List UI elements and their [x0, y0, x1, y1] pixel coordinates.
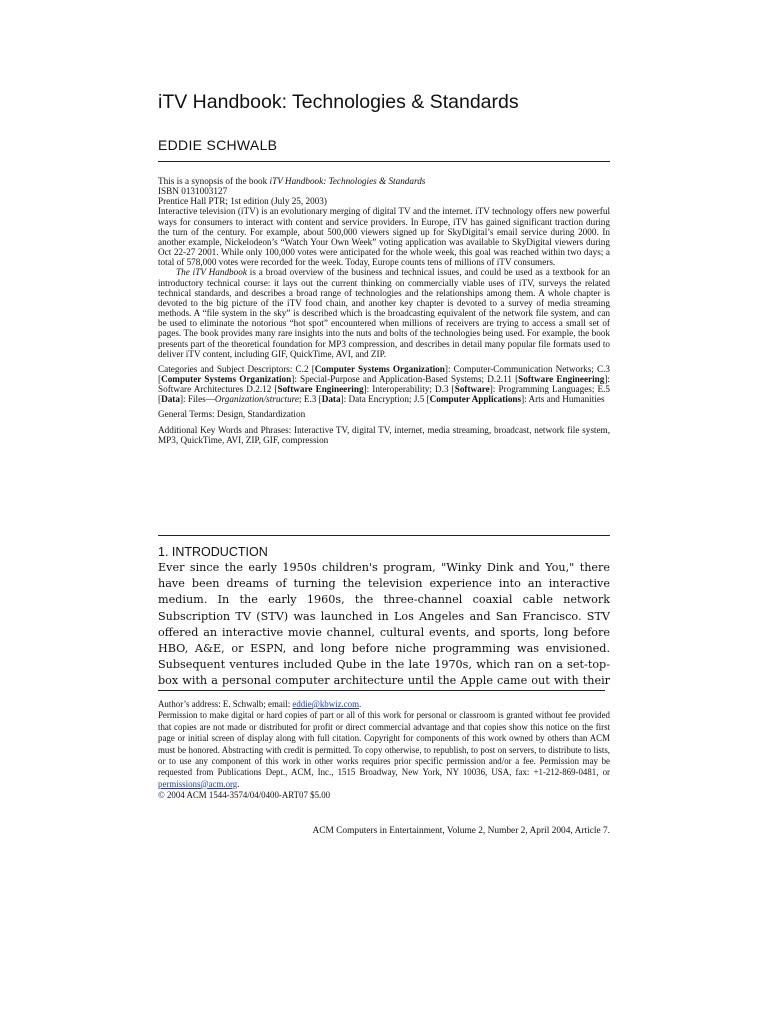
cat-bold: Software	[454, 384, 490, 395]
abstract-block	[158, 176, 610, 445]
abstract-paragraph-2-text: is a broad overview of the business and technical issues, and could be used as a textbook for an introductory technical course: it lays out the current thinking on commercially viable uses of iTV, surveys the related technical standards, and describes a broad range of technologies and the relationships among them. A whole chapter is devoted to the big picture of the iTV food chain, and another key chapter is devoted to a survey of media streaming methods. A “file system in the sky” is described which is the broadcasting equivalent of the network file system, and can be used to eliminate the notorious “hot spot” encountered when millions of receivers are trying to access a small set of pages. The book provides many rare insights into the nuts and bolts of the technologies being used. For example, the book presents part of the theoretical foundation for MP3 compression, and describes in detail many popular file formats used to deliver iTV content, including GIF, QuickTime, AVI, and ZIP.	[158, 267, 610, 359]
address-suffix: .	[359, 699, 362, 709]
footnote-block	[158, 699, 610, 802]
publisher: Prentice Hall PTR; 1st edition (July 25, 2003)	[158, 196, 327, 207]
permission-end: .	[237, 778, 240, 789]
header-divider	[158, 161, 610, 162]
address-prefix: Author’s address: E. Schwalb; email:	[158, 699, 293, 709]
cat-text: ; E.3 [	[298, 394, 322, 405]
cat-text: ]: Special-Purpose and Application-Based Systems; D.2.11 [	[291, 373, 519, 384]
permission-text: Permission to make digital or hard copies of part or all of this work for personal or classroom is granted without fee provided that copies are not made or distributed for profit or direct commercial advantage and that copies show this notice on the first page or initial screen of display along with full citation. Copyright for components of this work owned by others than ACM must be honored. Abstracting with credit is permitted. To copy otherwise, to republish, to post on servers, to distribute to lists, or to use any component of this work in other works requires prior specific permission and/or a fee. Permission may be requested from Publications Dept., ACM, Inc., 1515 Broadway, New York, NY 10036, USA, fax: +1-212-869-0481, or	[158, 710, 610, 778]
cat-text: ]: Software Architectures D.2.12 [	[158, 373, 610, 395]
footnote-divider	[158, 690, 605, 691]
copyright-line: © 2004 ACM 1544-3574/04/0400-ART07 $5.00	[158, 790, 331, 801]
cat-bold: Software Engineering	[277, 384, 364, 395]
paper-title: iTV Handbook: Technologies & Standards	[158, 91, 519, 113]
categories-descriptors	[158, 364, 610, 405]
permissions-email-link[interactable]: permissions@acm.org	[158, 778, 238, 789]
cat-text: ]: Programming Languages; E.5 [	[158, 384, 610, 405]
abstract-paragraph-1: Interactive television (iTV) is an evolutionary merging of digital TV and the internet. iTV technology offers new powerful ways for consumers to interact with content and service providers. In Europe, iTV has gained significant traction during the turn of the century. For example, about 500,000 viewers signed up for SkyDigital’s email service during 2000. In another example, Nickelodeon’s “Watch Your Own Week” voting application was available to SkyDigital viewers during Oct 22-27 2001. While only 100,000 votes were anticipated for the whole week, this goal was reached within two days; a total of 578,000 votes were recorded for the week. Today, Europe counts tens of millions of iTV consumers.	[158, 206, 610, 268]
cat-text: ]: Data Encryption; J.5 [	[340, 394, 430, 405]
introduction-body: Ever since the early 1950s children's program, "Winky Dink and You," there have been dreams of turning the television experience into an interactive medium. In the early 1960s, the three-channel coaxial cable network Subscription TV (STV) was launched in Los Angeles and San Francisco. STV offered an interactive movie channel, cultural events, and sports, long before HBO, A&E, or ESPN, and long before niche programming was envisioned. Subsequent ventures included Qube in the late 1970s, which ran on a set-top-box with a personal computer architecture until the Apple came out with their	[158, 561, 610, 688]
cat-text: ]: Interoperability; D.3 [	[363, 384, 455, 395]
cat-italic: Organization/structure	[214, 394, 299, 405]
isbn: ISBN 0131003127	[158, 186, 228, 197]
book-title-inline: The iTV Handbook	[176, 267, 247, 278]
keywords: Additional Key Words and Phrases: Interactive TV, digital TV, internet, media streaming, broadcast, network file system, MP3, QuickTime, AVI, ZIP, GIF, compression	[158, 424, 610, 445]
synopsis-prefix: This is a synopsis of the book	[158, 176, 270, 186]
cat-text: ]: Arts and Humanities	[521, 394, 605, 405]
cat-bold: Software Engineering	[518, 373, 605, 384]
cat-bold: Data	[161, 394, 180, 405]
cat-text: ]: Files—	[179, 394, 215, 405]
cat-text: C.2 [	[295, 363, 315, 374]
abstract-divider	[158, 535, 610, 536]
synopsis-line	[158, 176, 610, 186]
categories-label: Categories and Subject Descriptors:	[158, 363, 296, 374]
cat-bold: Computer Applications	[429, 394, 522, 405]
cat-text: ]: Computer-Communication Networks; C.3 [	[158, 363, 611, 384]
cat-bold: Data	[321, 394, 341, 405]
abstract-paragraph-2	[158, 267, 610, 358]
cat-bold: Computer Systems Organization	[314, 363, 445, 374]
permission-notice	[158, 710, 610, 790]
introduction-section	[158, 544, 610, 690]
author-address	[158, 699, 610, 710]
cat-bold: Computer Systems Organization	[161, 373, 292, 384]
author-email-link[interactable]: eddie@kbwiz.com	[292, 699, 360, 709]
author-name: EDDIE SCHWALB	[158, 137, 278, 153]
journal-footer: ACM Computers in Entertainment, Volume 2, Number 2, April 2004, Article 7.	[312, 826, 610, 836]
general-terms: General Terms: Design, Standardization	[158, 409, 306, 420]
book-title: iTV Handbook: Technologies & Standards	[269, 176, 426, 186]
section-heading: 1. INTRODUCTION	[158, 545, 268, 559]
